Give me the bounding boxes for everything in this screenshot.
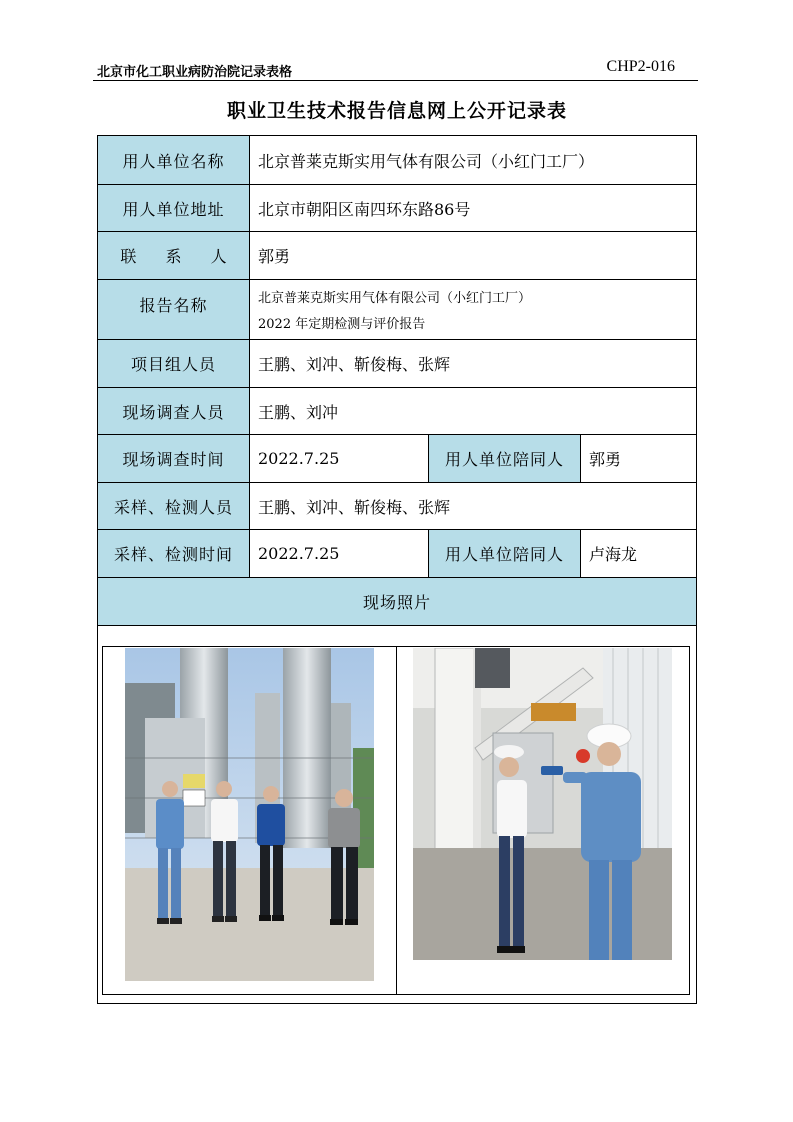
project-members-label: 项目组人员 <box>98 340 249 387</box>
document-title: 职业卫生技术报告信息网上公开记录表 <box>226 100 567 122</box>
report-name-value <box>249 280 696 339</box>
sampling-escort-label: 用人单位陪同人 <box>428 530 580 577</box>
sampling-staff-label: 采样、检测人员 <box>98 483 249 529</box>
row-photos <box>98 625 696 1003</box>
photo-frame <box>102 646 690 995</box>
survey-time-value: 2022.7.25 <box>249 435 428 482</box>
contact-label: 联 系 人 <box>98 232 249 279</box>
sampling-staff-value: 王鹏、刘冲、靳俊梅、张辉 <box>249 483 696 529</box>
survey-escort-value: 郭勇 <box>580 435 696 482</box>
sampling-escort-value: 卢海龙 <box>580 530 696 577</box>
site-photo-measurement <box>413 648 672 960</box>
row-employer-name <box>98 136 696 184</box>
employer-name-value: 北京普莱克斯实用气体有限公司（小红门工厂） <box>249 136 696 184</box>
form-code: CHP2-016 <box>606 58 675 75</box>
record-form-table <box>97 135 697 1004</box>
report-name-line-1: 北京普莱克斯实用气体有限公司（小红门工厂） <box>258 291 532 306</box>
form-header <box>97 58 697 80</box>
row-sampling-staff <box>98 482 696 529</box>
row-survey-staff <box>98 387 696 434</box>
sampling-time-value: 2022.7.25 <box>249 530 428 577</box>
row-sampling-time <box>98 529 696 577</box>
contact-value: 郭勇 <box>249 232 696 279</box>
row-contact <box>98 231 696 279</box>
site-photo-team <box>125 648 374 981</box>
row-report-name <box>98 279 696 339</box>
header-divider <box>93 80 698 81</box>
institution-form-title: 北京市化工职业病防治院记录表格 <box>97 65 293 80</box>
report-name-label: 报告名称 <box>98 280 249 339</box>
employer-address-label: 用人单位地址 <box>98 185 249 231</box>
row-project-members <box>98 339 696 387</box>
row-survey-time <box>98 434 696 482</box>
survey-staff-label: 现场调查人员 <box>98 388 249 434</box>
survey-time-label: 现场调查时间 <box>98 435 249 482</box>
survey-escort-label: 用人单位陪同人 <box>428 435 580 482</box>
row-employer-address <box>98 184 696 231</box>
photo-divider <box>396 647 397 994</box>
employer-name-label: 用人单位名称 <box>98 136 249 184</box>
row-photos-header <box>98 577 696 625</box>
survey-staff-value: 王鹏、刘冲 <box>249 388 696 434</box>
photos-label: 现场照片 <box>98 578 696 625</box>
sampling-time-label: 采样、检测时间 <box>98 530 249 577</box>
project-members-value: 王鹏、刘冲、靳俊梅、张辉 <box>249 340 696 387</box>
report-name-line-2: 2022 年定期检测与评价报告 <box>258 317 426 332</box>
employer-address-value: 北京市朝阳区南四环东路86号 <box>249 185 696 231</box>
